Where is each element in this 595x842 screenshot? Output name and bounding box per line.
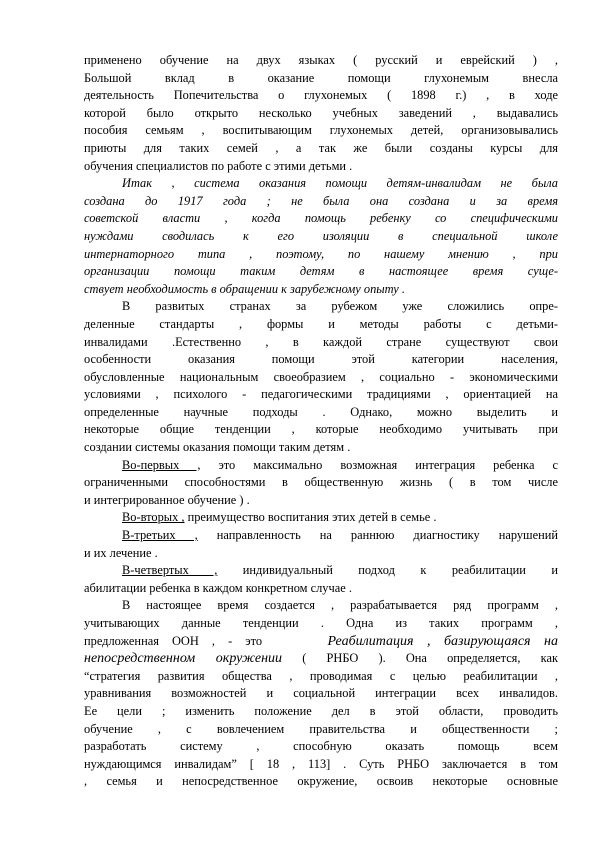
second-label: Во-вторых , bbox=[122, 510, 185, 525]
document-page bbox=[84, 52, 558, 791]
text-line: нуждающимся инвалидам” [ 18 , 113] . Суть РНБО заключается в том bbox=[84, 756, 558, 771]
paragraph-first-cont2: и интегрированное обучение ) . bbox=[84, 492, 250, 507]
text-line: интернаторного типа , поэтому, по нашему мнению , при bbox=[84, 246, 558, 261]
text-line: Большой вклад в оказание помощи глухонемым внесла bbox=[84, 70, 558, 85]
first-label: Во-первых , bbox=[122, 457, 201, 472]
paragraph-first-cont: ограниченными способностями в общественную жизнь ( в том числе bbox=[84, 475, 558, 490]
text-line: некоторые общие тенденции , которые необходимо учитывать при bbox=[84, 422, 558, 437]
text-line: Итак , система оказания помощи детям-инвалидам не была bbox=[122, 176, 558, 191]
text-line: “стратегия развития общества , проводимая с целью реабилитации , bbox=[84, 668, 558, 683]
text-line: инвалидами .Естественно , в каждой стране существуют свои bbox=[84, 334, 558, 349]
text-line: которой было открыто несколько учебных заведений , выдавались bbox=[84, 105, 558, 120]
text-line: Ее цели ; изменить положение дел в этой области, проводить bbox=[84, 703, 558, 718]
text-line: В развитых странах за рубежом уже сложились опре- bbox=[122, 299, 558, 314]
text-line: нуждами сводилась к его изоляции в специальной школе bbox=[84, 228, 558, 243]
second-text: преимущество воспитания этих детей в семье . bbox=[184, 510, 437, 525]
text-line: особенности оказания помощи этой категории населения, bbox=[84, 352, 558, 367]
text-line: В настоящее время создается , разрабатывается ряд программ , bbox=[122, 598, 558, 613]
text-line: ствует необходимость в обращении к зарубежному опыту . bbox=[84, 281, 405, 296]
third-text: направленность на раннюю диагностику нарушений bbox=[197, 528, 558, 543]
text-line: уравнивания возможностей и социальной интеграции всех инвалидов. bbox=[84, 686, 558, 701]
rbo-line-text: предложенная ООН , - это bbox=[84, 633, 263, 648]
text-line: учитывающих данные тенденции . Одна из таких программ , bbox=[84, 616, 558, 630]
text-line: , семья и непосредственное окружение, освоив некоторые основные bbox=[84, 774, 558, 789]
fourth-label: В-четвертых , bbox=[122, 563, 218, 578]
text-line: приюты для таких семей , а так же были созданы курсы для bbox=[84, 140, 558, 155]
rbo-line-2 bbox=[84, 650, 558, 668]
third-label: В-третьих , bbox=[122, 528, 198, 543]
text-line: деленные стандарты , формы и методы работы с детьми- bbox=[84, 316, 558, 331]
text-line: организации помощи таким детям в настоящее время суще- bbox=[84, 264, 558, 279]
text-line: пособия семьям , воспитывающим глухонемых детей, организовывались bbox=[84, 123, 558, 138]
rbo-term: Реабилитация , базирующаяся на bbox=[327, 633, 558, 649]
paragraph-block-1 bbox=[84, 52, 558, 457]
text-line: обучения специалистов по работе с этими детьми . bbox=[84, 158, 353, 173]
text-line: разработать систему , способную оказать помощь всем bbox=[84, 739, 558, 754]
text-line: советской власти , когда помощь ребенку со специфическими bbox=[84, 211, 558, 226]
paragraph-fourth bbox=[84, 562, 558, 580]
text-line: создании системы оказания помощи таким детям . bbox=[84, 440, 351, 455]
text-line: применено обучение на двух языках ( русский и еврейский ) , bbox=[84, 53, 558, 67]
rbo-line bbox=[84, 633, 558, 651]
rbo-definition-start: ( РНБО ). Она определяется, как bbox=[282, 651, 558, 666]
paragraph-second bbox=[84, 509, 558, 527]
text-line: определенные научные подходы . Однако, можно выделить и bbox=[84, 404, 558, 419]
text-line: обучение , с вовлечением правительства и общественности ; bbox=[84, 721, 558, 736]
text-line: создана до 1917 года ; не была она создана и за время bbox=[84, 193, 558, 208]
text-line: обусловленные национальным своеобразием , социально - экономическими bbox=[84, 369, 558, 384]
paragraph-third bbox=[84, 527, 558, 545]
paragraph-first bbox=[84, 457, 558, 475]
rbo-term-2: непосредственном окружении bbox=[84, 651, 283, 667]
text-line: деятельность Попечительства о глухонемых ( 1898 г.) , в ходе bbox=[84, 88, 558, 103]
paragraph-third-cont: и их лечение . bbox=[84, 545, 158, 560]
first-text: это максимально возможная интеграция ребенка с bbox=[200, 457, 559, 472]
paragraph-block-3 bbox=[84, 668, 558, 791]
text-line: условиями , психолого - педагогическими традициями , ориентацией на bbox=[84, 387, 558, 402]
fourth-text: индивидуальный подход к реабилитации и bbox=[217, 563, 559, 578]
paragraph-block-2 bbox=[84, 597, 558, 632]
paragraph-fourth-cont: абилитации ребенка в каждом конкретном случае . bbox=[84, 580, 352, 595]
